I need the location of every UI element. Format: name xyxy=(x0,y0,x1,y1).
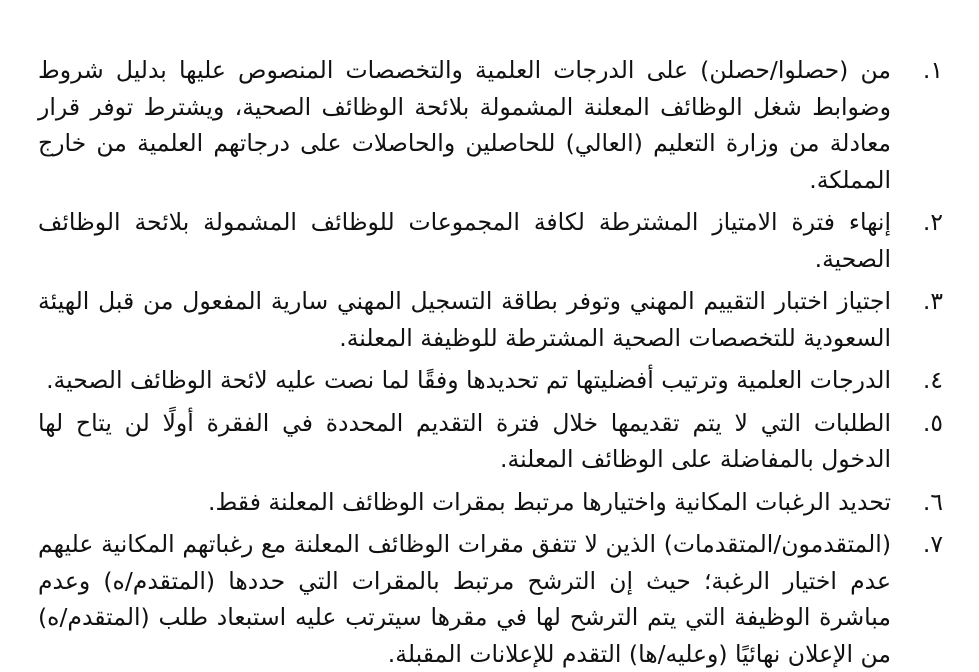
list-item-6 xyxy=(38,484,943,521)
list-item-number: ٦. xyxy=(922,487,943,516)
list-item-number: ٤. xyxy=(922,366,943,394)
list-item-text: إنهاء فترة الامتياز المشترطة لكافة المجموعات للوظائف المشمولة بلائحة الوظائف الصحية. xyxy=(38,208,891,273)
list-item-2 xyxy=(38,204,943,277)
list-item-text: الطلبات التي لا يتم تقديمها خلال فترة التقديم المحددة في الفقرة أولًا لن يتاح لها الدخول بالمفاضلة على الوظائف المعلنة. xyxy=(38,408,891,473)
list-item-text: تحديد الرغبات المكانية واختيارها مرتبط بمقرات الوظائف المعلنة فقط. xyxy=(208,487,891,516)
list-item-text: من (حصلوا/حصلن) على الدرجات العلمية والتخصصات المنصوص عليها بدليل شروط وضوابط شغل الوظائف المعلنة المشمولة بلائحة الوظائف الصحية، ويشترط توفر قرار معادلة من وزارة التعليم (العالي) للحاصلين والحاصلات على درجاتهم العلمية من خارج المملكة. xyxy=(38,56,891,194)
list-item-number: ٢. xyxy=(922,208,943,236)
list-item-5 xyxy=(38,405,943,478)
list-item-text: (المتقدمون/المتقدمات) الذين لا تتفق مقرات الوظائف المعلنة مع رغباتهم المكانية عليهم عدم اختيار الرغبة؛ حيث إن الترشح مرتبط بالمقرات التي حددها (المتقدم/ه) وعدم مباشرة الوظيفة التي يتم الترشح لها في مقرها سيترتب عليه استبعاد طلب (المتقدم/ه) من الإعلان نهائيًا (وعليه/ها) التقدم للإعلانات المقبلة. xyxy=(38,530,891,668)
list-item-4 xyxy=(38,362,943,399)
list-item-number: ١. xyxy=(922,56,943,84)
list-item-text: اجتياز اختبار التقييم المهني وتوفر بطاقة التسجيل المهني سارية المفعول من قبل الهيئة السعودية للتخصصات الصحية المشترطة للوظيفة المعلنة. xyxy=(38,287,891,352)
list-item-number: ٣. xyxy=(922,287,943,315)
requirements-list xyxy=(38,52,943,672)
list-item-7 xyxy=(38,526,943,672)
list-item-3 xyxy=(38,283,943,356)
list-item-1 xyxy=(38,52,943,198)
list-item-text: الدرجات العلمية وترتيب أفضليتها تم تحديدها وفقًا لما نصت عليه لائحة الوظائف الصحية. xyxy=(46,366,891,394)
list-item-number: ٧. xyxy=(922,530,943,558)
list-item-number: ٥. xyxy=(922,408,943,437)
